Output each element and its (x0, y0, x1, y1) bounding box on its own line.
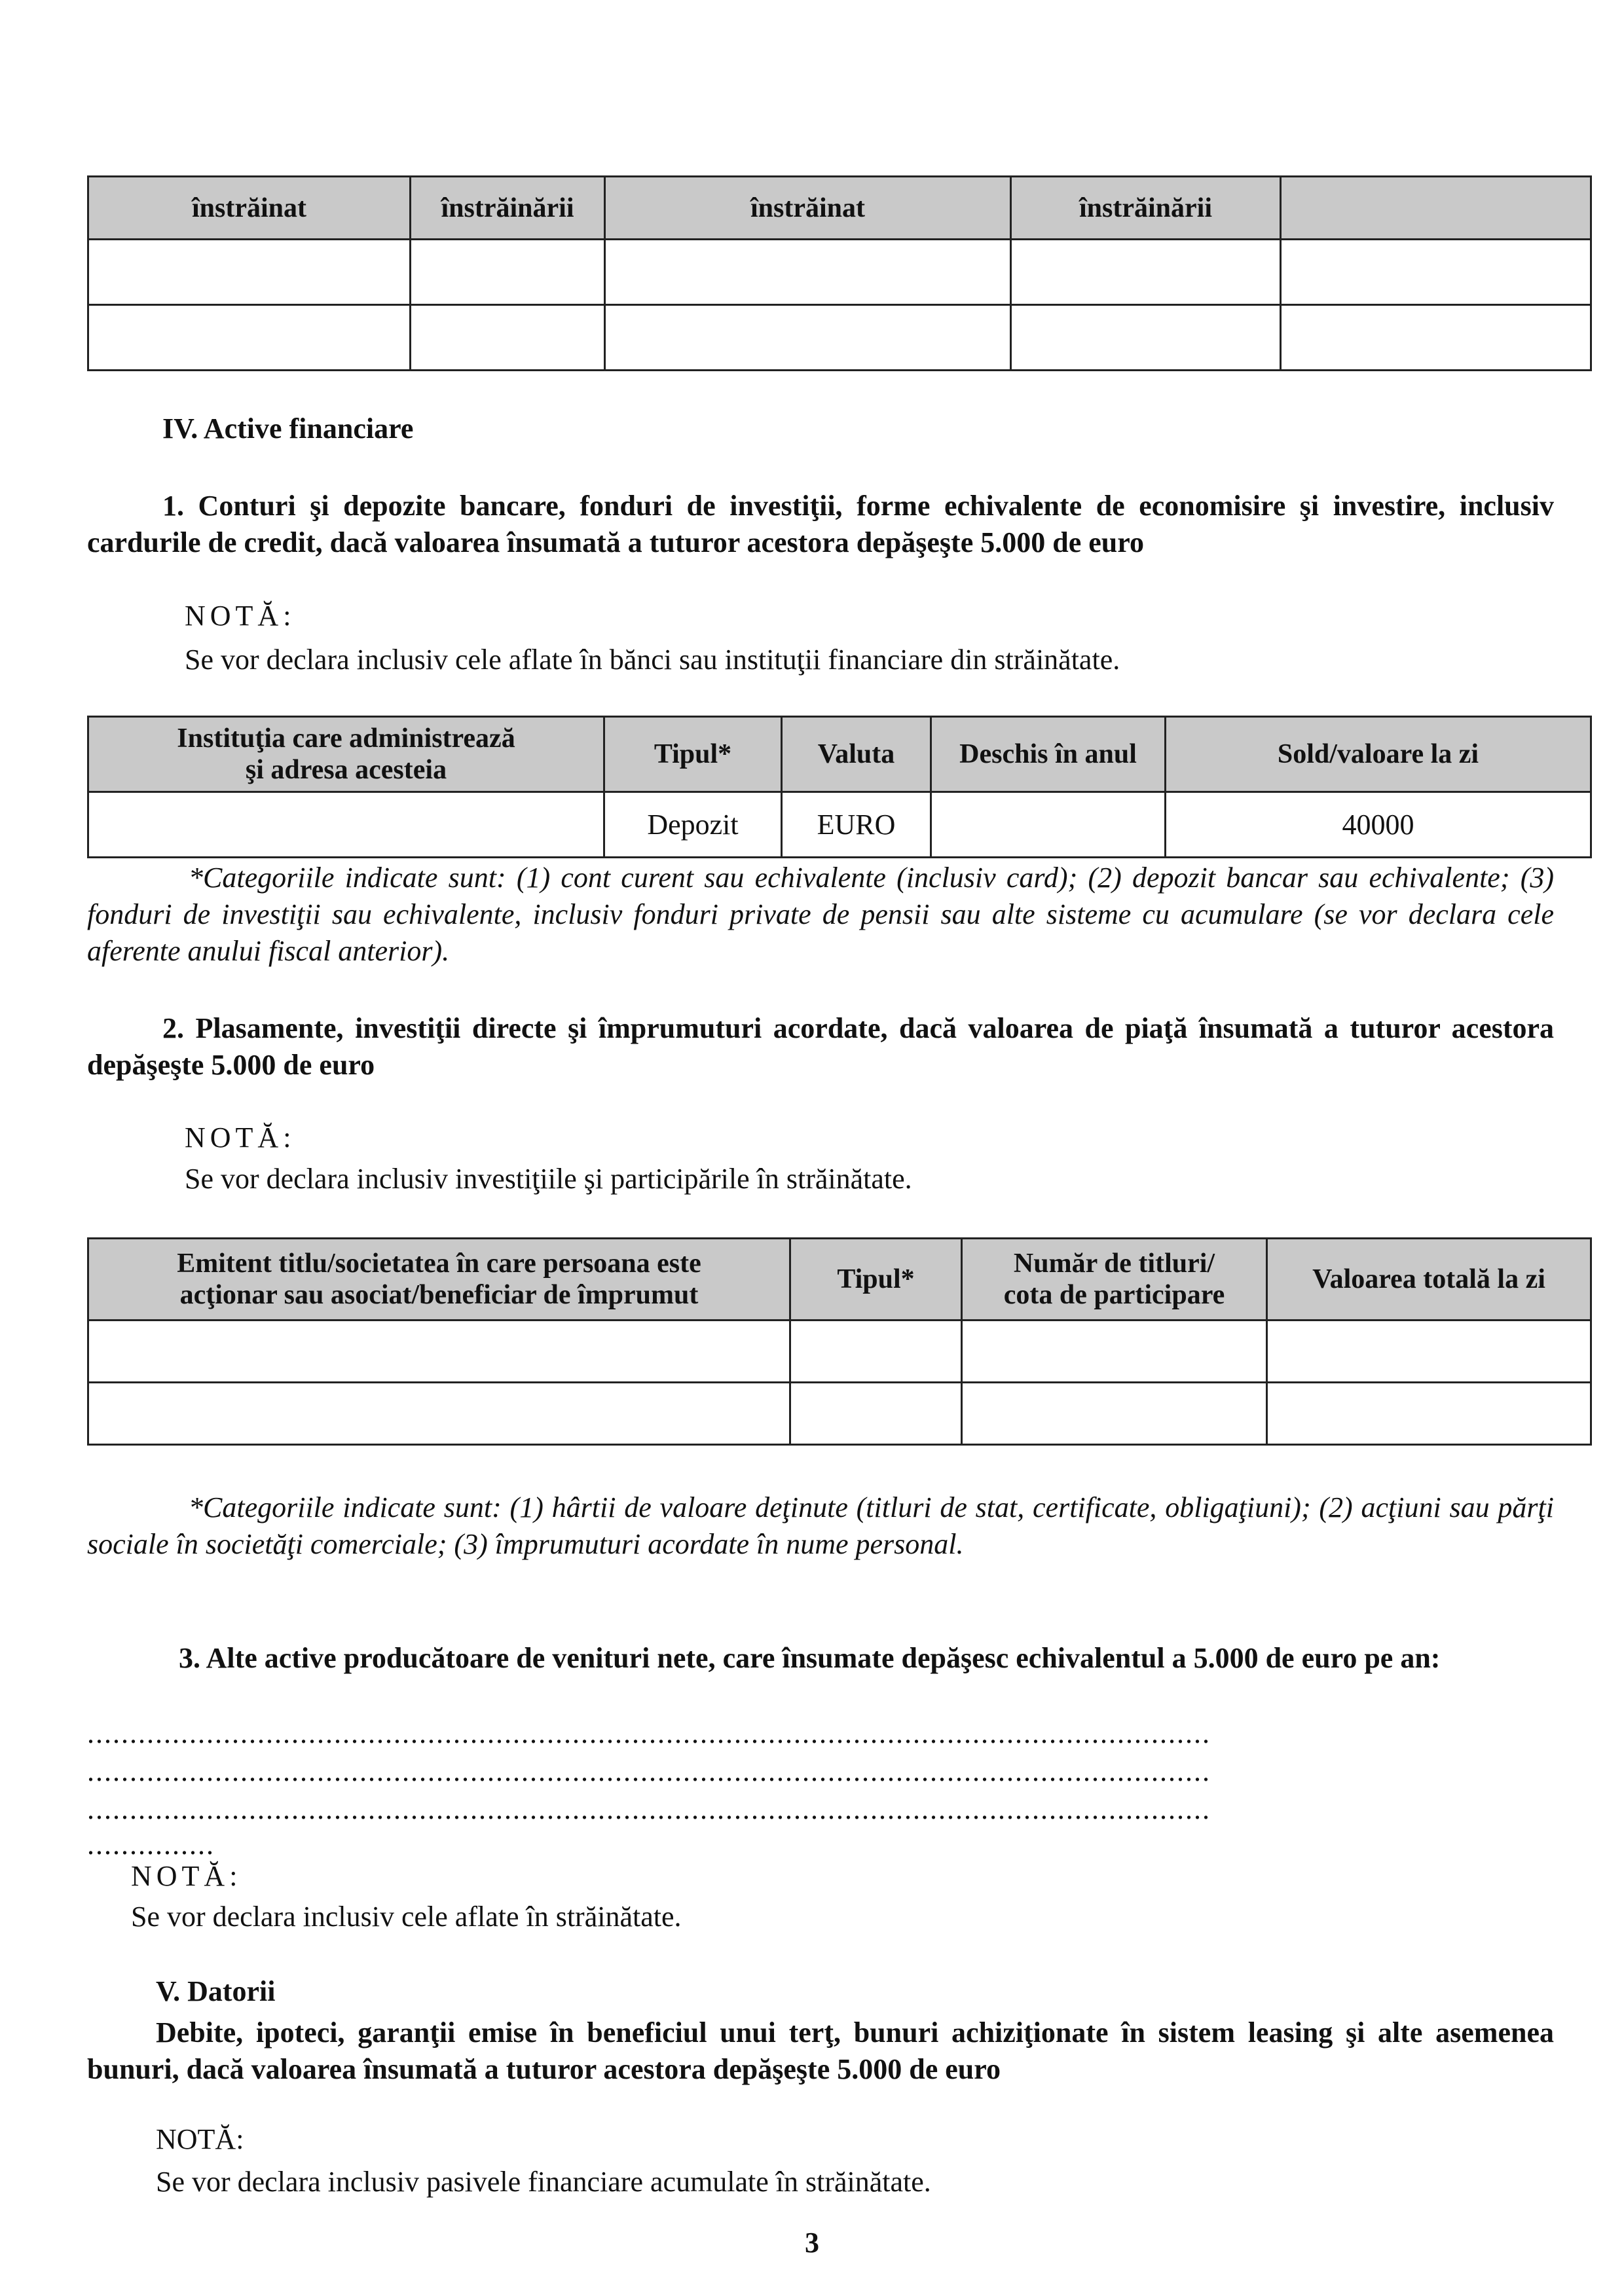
col-header: înstrăinării (411, 177, 605, 240)
alienated-assets-table (87, 175, 1592, 371)
header-line: şi adresa acesteia (245, 755, 447, 785)
table-cell[interactable] (411, 240, 605, 305)
table-row (88, 792, 1591, 858)
table-header-row (88, 717, 1591, 792)
table-cell[interactable] (88, 1321, 790, 1383)
nota-text: Se vor declara inclusiv pasivele financiare acumulate în străinătate. (156, 2166, 931, 2198)
table-cell[interactable] (1011, 305, 1281, 371)
table-row (88, 305, 1591, 371)
nota-text: Se vor declara inclusiv cele aflate în bănci sau instituţii financiare din străinătate. (185, 644, 1120, 676)
cell-balance[interactable]: 40000 (1166, 792, 1591, 858)
table-cell[interactable] (962, 1383, 1267, 1445)
table-header-row (88, 177, 1591, 240)
nota-label: NOTĂ: (156, 2123, 244, 2155)
table-cell[interactable] (88, 305, 411, 371)
col-header-type: Tipul* (604, 717, 782, 792)
col-header-type: Tipul* (790, 1239, 962, 1321)
table-row (88, 1321, 1591, 1383)
nota-label: NOTĂ: (131, 1860, 242, 1892)
nota-label: NOTĂ: (185, 1121, 296, 1154)
col-header: înstrăinat (605, 177, 1011, 240)
table-cell[interactable] (1267, 1383, 1591, 1445)
debts-subtitle: Debite, ipoteci, garanţii emise în beneficiul unui terţ, bunuri achiziţionate în sistem leasing şi alte asemenea bunuri, dacă valoarea însumată a tuturor acestora depăşeşte 5.000 de euro (87, 2016, 1554, 2085)
table-header-row (88, 1239, 1591, 1321)
header-line: Instituţia care administrează (177, 723, 515, 754)
header-line: Număr de titluri/ (1013, 1248, 1215, 1279)
cell-type[interactable]: Depozit (604, 792, 782, 858)
item1-title: 1. Conturi şi depozite bancare, fonduri de investiţii, forme echivalente de economisire şi investire, inclusiv cardurile de credit, dacă valoarea însumată a tuturor acestora depăşeşte 5.000 de euro (87, 490, 1554, 558)
bank-accounts-table (87, 716, 1592, 858)
investments-table (87, 1237, 1592, 1446)
blank-line[interactable]: .................................................................................................................................... (87, 1717, 1211, 1749)
header-line: acţionar sau asociat/beneficiar de împrumut (179, 1280, 699, 1310)
table-cell[interactable] (790, 1321, 962, 1383)
nota-text: Se vor declara inclusiv cele aflate în străinătate. (131, 1901, 682, 1933)
col-header: înstrăinării (1011, 177, 1281, 240)
categories-note: *Categoriile indicate sunt: (1) hârtii de valoare deţinute (titluri de stat, certificate, obligaţiuni); (2) acţiuni sau părţi sociale în societăţi comerciale; (3) împrumuturi acordate în nume personal. (87, 1491, 1554, 1560)
blank-line-short[interactable]: ............... (87, 1829, 215, 1861)
table-cell[interactable] (605, 305, 1011, 371)
table-cell[interactable] (790, 1383, 962, 1445)
table-cell[interactable] (605, 240, 1011, 305)
col-header (1281, 177, 1591, 240)
col-header-institution (88, 717, 604, 792)
table-cell[interactable] (1281, 240, 1591, 305)
col-header: înstrăinat (88, 177, 411, 240)
cell-currency[interactable]: EURO (782, 792, 931, 858)
table-cell[interactable] (411, 305, 605, 371)
table-cell[interactable] (1281, 305, 1591, 371)
section-title: IV. Active financiare (162, 412, 414, 445)
cell-opened[interactable] (931, 792, 1166, 858)
table-row (88, 1383, 1591, 1445)
table-cell[interactable] (962, 1321, 1267, 1383)
table-cell[interactable] (1011, 240, 1281, 305)
nota-text: Se vor declara inclusiv investiţiile şi participările în străinătate. (185, 1163, 912, 1195)
col-header-balance: Sold/valoare la zi (1166, 717, 1591, 792)
col-header-count (962, 1239, 1267, 1321)
table-cell[interactable] (88, 240, 411, 305)
col-header-opened: Deschis în anul (931, 717, 1166, 792)
categories-note: *Categoriile indicate sunt: (1) cont curent sau echivalente (inclusiv card); (2) depozit bancar sau echivalente; (3) fonduri de investiţii sau echivalente, inclusiv fonduri private de pensii sau alte sisteme cu acumulare (se vor declara cele aferente anului fiscal anterior). (87, 862, 1554, 967)
header-line: cota de participare (1003, 1280, 1225, 1310)
col-header-currency: Valuta (782, 717, 931, 792)
header-line: Emitent titlu/societatea în care persoana este (177, 1248, 701, 1279)
table-row (88, 240, 1591, 305)
blank-line[interactable]: .................................................................................................................................... (87, 1755, 1211, 1787)
blank-line[interactable]: .................................................................................................................................... (87, 1793, 1211, 1825)
nota-label: NOTĂ: (185, 600, 296, 632)
item2-title: 2. Plasamente, investiţii directe şi împrumuturi acordate, dacă valoarea de piaţă însumată a tuturor acestora depăşeşte 5.000 de euro (87, 1012, 1554, 1081)
table-cell[interactable] (88, 1383, 790, 1445)
item3-title: 3. Alte active producătoare de venituri nete, care însumate depăşesc echivalentul a 5.000 de euro pe an: (179, 1642, 1441, 1674)
table-cell[interactable] (1267, 1321, 1591, 1383)
section-title: V. Datorii (156, 1975, 276, 2007)
col-header-issuer (88, 1239, 790, 1321)
col-header-total-value: Valoarea totală la zi (1267, 1239, 1591, 1321)
page-number: 3 (805, 2227, 819, 2259)
cell-institution[interactable] (88, 792, 604, 858)
